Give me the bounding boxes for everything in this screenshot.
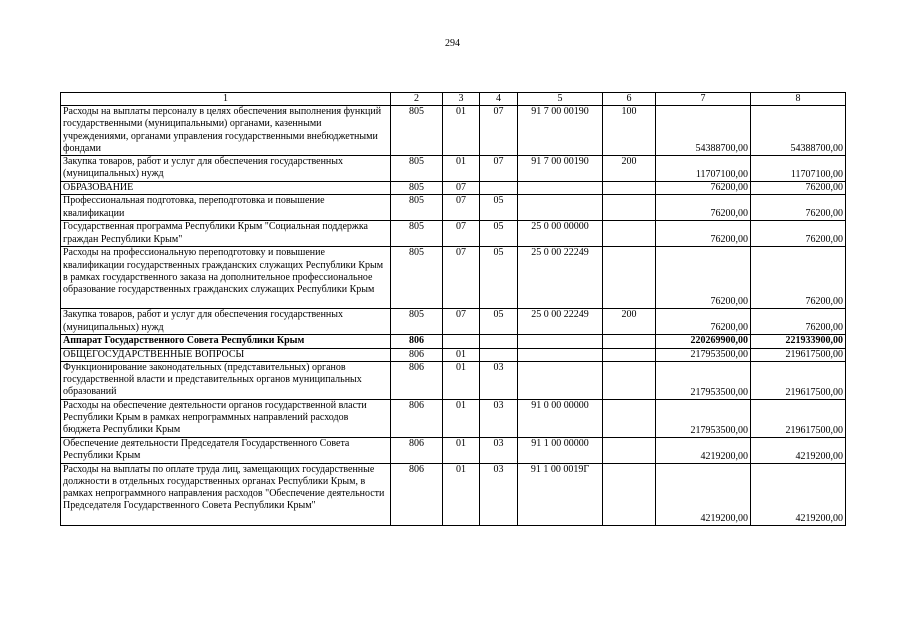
row-code: 806 <box>391 463 443 525</box>
row-target-article: 91 1 00 0019Г <box>518 463 603 525</box>
table-row <box>61 399 846 437</box>
row-code: 806 <box>391 335 443 348</box>
row-target-article: 25 0 00 00000 <box>518 221 603 247</box>
row-target-article: 25 0 00 22249 <box>518 247 603 309</box>
row-code: 805 <box>391 247 443 309</box>
row-amount-2: 76200,00 <box>751 309 846 335</box>
row-name: Функционирование законодательных (представительных) органов государственной власти и представительных органов муниципальных образований <box>61 361 391 399</box>
table-row <box>61 221 846 247</box>
row-expense-type: 100 <box>603 106 656 156</box>
row-expense-type <box>603 399 656 437</box>
row-expense-type <box>603 463 656 525</box>
row-amount-1: 4219200,00 <box>656 437 751 463</box>
row-target-article <box>518 361 603 399</box>
row-subsection: 05 <box>480 221 518 247</box>
row-amount-1: 217953500,00 <box>656 348 751 361</box>
table-row <box>61 335 846 348</box>
row-amount-1: 54388700,00 <box>656 106 751 156</box>
row-name: Закупка товаров, работ и услуг для обеспечения государственных (муниципальных) нужд <box>61 309 391 335</box>
row-name: Обеспечение деятельности Председателя Государственного Совета Республики Крым <box>61 437 391 463</box>
row-section: 01 <box>443 106 480 156</box>
row-subsection: 05 <box>480 309 518 335</box>
row-amount-2: 76200,00 <box>751 195 846 221</box>
table-row <box>61 361 846 399</box>
row-code: 805 <box>391 106 443 156</box>
row-name: ОБРАЗОВАНИЕ <box>61 182 391 195</box>
row-section: 07 <box>443 309 480 335</box>
row-name: Расходы на выплаты по оплате труда лиц, замещающих государственные должности в отдельных государственных органах Республики Крым, в рамках непрограммного направления расходов "Обеспечение деятельности Председателя Государственного Совета Республики Крым" <box>61 463 391 525</box>
row-subsection <box>480 348 518 361</box>
row-amount-2: 11707100,00 <box>751 156 846 182</box>
table-row <box>61 348 846 361</box>
row-subsection <box>480 182 518 195</box>
row-amount-2: 219617500,00 <box>751 399 846 437</box>
row-amount-1: 76200,00 <box>656 182 751 195</box>
row-code: 806 <box>391 361 443 399</box>
row-expense-type <box>603 247 656 309</box>
row-amount-2: 219617500,00 <box>751 361 846 399</box>
row-target-article <box>518 195 603 221</box>
row-section: 01 <box>443 463 480 525</box>
column-header: 2 <box>391 93 443 106</box>
row-target-article: 91 7 00 00190 <box>518 106 603 156</box>
row-amount-1: 11707100,00 <box>656 156 751 182</box>
row-subsection: 03 <box>480 437 518 463</box>
row-name: Профессиональная подготовка, переподготовка и повышение квалификации <box>61 195 391 221</box>
row-section: 01 <box>443 361 480 399</box>
row-amount-2: 221933900,00 <box>751 335 846 348</box>
row-target-article: 91 1 00 00000 <box>518 437 603 463</box>
row-amount-1: 76200,00 <box>656 247 751 309</box>
row-expense-type <box>603 182 656 195</box>
row-expense-type <box>603 437 656 463</box>
row-target-article: 25 0 00 22249 <box>518 309 603 335</box>
table-row <box>61 195 846 221</box>
column-header: 4 <box>480 93 518 106</box>
table-row <box>61 182 846 195</box>
row-code: 805 <box>391 309 443 335</box>
row-expense-type <box>603 195 656 221</box>
row-code: 806 <box>391 348 443 361</box>
row-expense-type: 200 <box>603 156 656 182</box>
column-header: 7 <box>656 93 751 106</box>
row-expense-type: 200 <box>603 309 656 335</box>
row-code: 805 <box>391 182 443 195</box>
row-target-article: 91 0 00 00000 <box>518 399 603 437</box>
row-expense-type <box>603 221 656 247</box>
row-subsection <box>480 335 518 348</box>
row-target-article <box>518 335 603 348</box>
row-amount-1: 76200,00 <box>656 221 751 247</box>
row-amount-2: 76200,00 <box>751 247 846 309</box>
row-subsection: 05 <box>480 195 518 221</box>
row-amount-2: 219617500,00 <box>751 348 846 361</box>
column-header: 8 <box>751 93 846 106</box>
row-section <box>443 335 480 348</box>
row-name: Расходы на профессиональную переподготовку и повышение квалификации государственных гражданских служащих Республики Крым в рамках государственного заказа на дополнительное профессиональное образование государственных гражданских служащих Республики Крым <box>61 247 391 309</box>
row-target-article <box>518 182 603 195</box>
row-amount-1: 217953500,00 <box>656 399 751 437</box>
row-amount-1: 76200,00 <box>656 309 751 335</box>
table-row <box>61 463 846 525</box>
row-section: 01 <box>443 156 480 182</box>
table-row <box>61 247 846 309</box>
row-name: Расходы на обеспечение деятельности органов государственной власти Республики Крым в рамках непрограммных направлений расходов бюджета Республики Крым <box>61 399 391 437</box>
row-section: 01 <box>443 348 480 361</box>
row-name: Закупка товаров, работ и услуг для обеспечения государственных (муниципальных) нужд <box>61 156 391 182</box>
budget-table <box>60 92 846 526</box>
row-target-article: 91 7 00 00190 <box>518 156 603 182</box>
page-number: 294 <box>445 38 460 49</box>
table-row <box>61 437 846 463</box>
row-expense-type <box>603 361 656 399</box>
row-section: 07 <box>443 247 480 309</box>
row-section: 01 <box>443 399 480 437</box>
column-header: 5 <box>518 93 603 106</box>
row-subsection: 03 <box>480 399 518 437</box>
table-row <box>61 309 846 335</box>
row-expense-type <box>603 335 656 348</box>
row-amount-2: 4219200,00 <box>751 437 846 463</box>
row-subsection: 03 <box>480 361 518 399</box>
row-amount-2: 76200,00 <box>751 221 846 247</box>
row-amount-1: 220269900,00 <box>656 335 751 348</box>
row-code: 805 <box>391 221 443 247</box>
row-amount-1: 217953500,00 <box>656 361 751 399</box>
row-name: ОБЩЕГОСУДАРСТВЕННЫЕ ВОПРОСЫ <box>61 348 391 361</box>
column-header: 1 <box>61 93 391 106</box>
row-section: 07 <box>443 195 480 221</box>
row-amount-1: 4219200,00 <box>656 463 751 525</box>
table-row <box>61 156 846 182</box>
row-amount-1: 76200,00 <box>656 195 751 221</box>
column-header: 6 <box>603 93 656 106</box>
row-name: Аппарат Государственного Совета Республики Крым <box>61 335 391 348</box>
row-name: Расходы на выплаты персоналу в целях обеспечения выполнения функций государственными (муниципальными) органами, казенными учреждениями, органами управления государственными внебюджетными фондами <box>61 106 391 156</box>
row-target-article <box>518 348 603 361</box>
table-header-row <box>61 93 846 106</box>
row-code: 806 <box>391 437 443 463</box>
row-amount-2: 4219200,00 <box>751 463 846 525</box>
row-section: 07 <box>443 221 480 247</box>
row-expense-type <box>603 348 656 361</box>
row-amount-2: 54388700,00 <box>751 106 846 156</box>
table-row <box>61 106 846 156</box>
row-code: 806 <box>391 399 443 437</box>
row-name: Государственная программа Республики Крым "Социальная поддержка граждан Республики Крым" <box>61 221 391 247</box>
row-section: 07 <box>443 182 480 195</box>
row-subsection: 07 <box>480 106 518 156</box>
row-amount-2: 76200,00 <box>751 182 846 195</box>
row-section: 01 <box>443 437 480 463</box>
row-code: 805 <box>391 156 443 182</box>
column-header: 3 <box>443 93 480 106</box>
row-code: 805 <box>391 195 443 221</box>
row-subsection: 05 <box>480 247 518 309</box>
row-subsection: 03 <box>480 463 518 525</box>
row-subsection: 07 <box>480 156 518 182</box>
